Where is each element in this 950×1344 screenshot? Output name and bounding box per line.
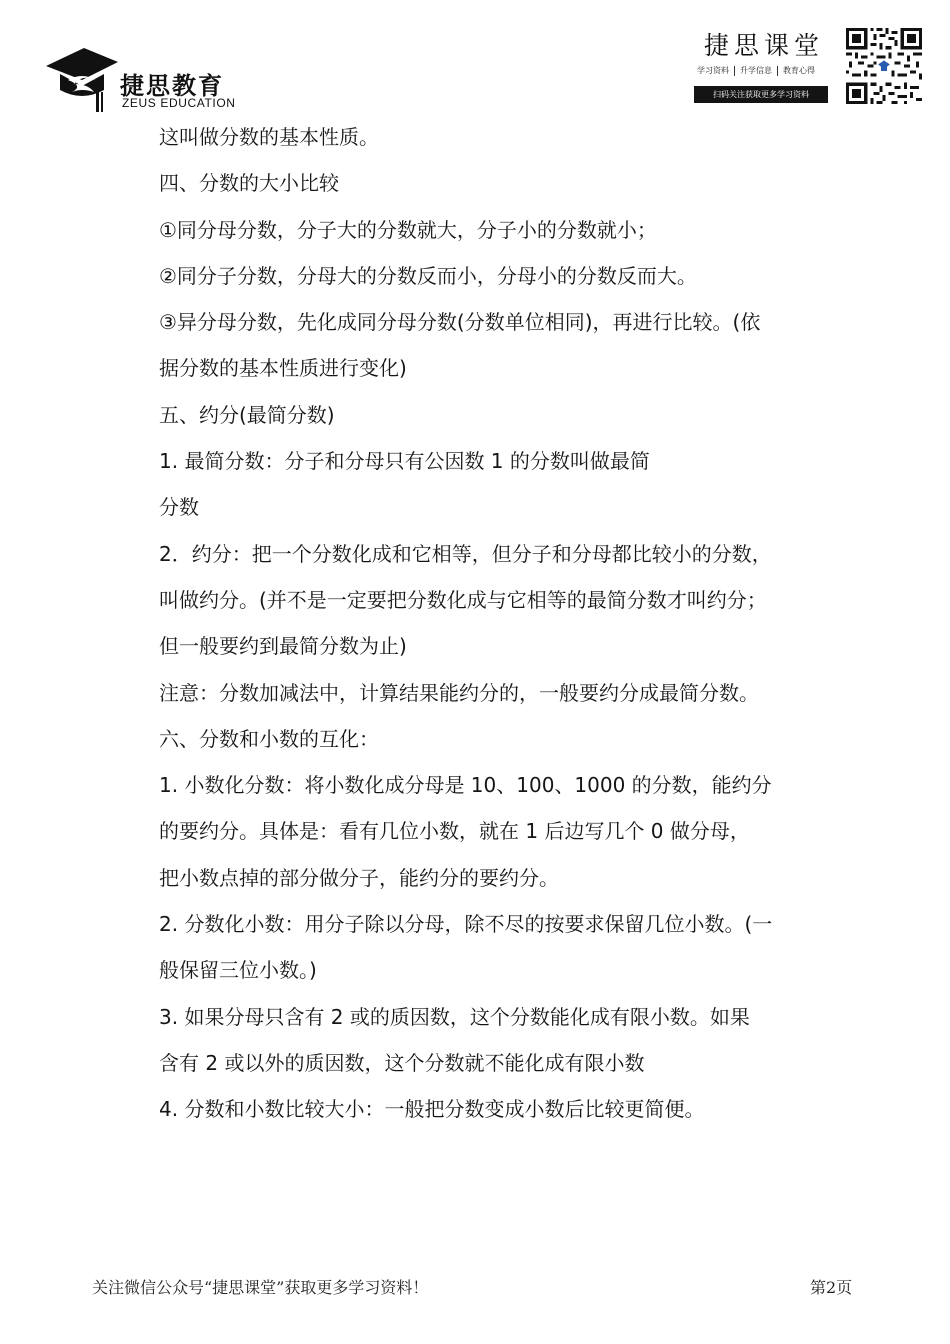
text-line: 2. 分数化小数：用分子除以分母，除不尽的按要求保留几位小数。(一 [159,912,773,937]
text-line: ②同分子分数，分母大的分数反而小，分母小的分数反而大。 [159,263,697,288]
text-line: 但一般要约到最简分数为止) [159,634,407,659]
section-heading: 六、分数和小数的互化： [159,726,379,751]
document-body [159,114,799,1133]
text-line: 2．约分：把一个分数化成和它相等，但分子和分母都比较小的分数， [159,541,772,566]
section-heading: 四、分数的大小比较 [159,171,339,196]
page-number: 第2页 [810,1278,853,1297]
brand-tag: 学习资料 [697,66,729,75]
text-line: 叫做约分。(并不是一定要把分数化成与它相等的最简分数才叫约分； [159,587,767,612]
text-line: 分数 [159,495,199,520]
logo-chinese-name: 捷思教育 [120,72,224,100]
zeus-education-logo [44,44,244,114]
graduation-cap-icon [44,44,120,114]
text-line: 含有 2 或以外的质因数，这个分数就不能化成有限小数 [159,1050,645,1075]
text-line: 这叫做分数的基本性质。 [159,125,379,149]
text-line: 3. 如果分母只含有 2 或的质因数，这个分数能化成有限小数。如果 [159,1004,750,1029]
brand-tag: 升学信息 [734,66,777,76]
text-line: 注意：分数加减法中，计算结果能约分的，一般要约分成最简分数。 [159,680,759,705]
brand-title: 捷思课堂 [704,31,825,60]
brand-banner: 扫码关注获取更多学习资料 [694,86,828,103]
text-line: 4. 分数和小数比较大小：一般把分数变成小数后比较更简便。 [159,1097,705,1122]
text-line: 据分数的基本性质进行变化) [159,356,407,381]
brand-tags [697,66,820,76]
qr-code-icon[interactable] [846,28,922,104]
text-line: ③异分母分数，先化成同分母分数(分数单位相同)，再进行比较。(依 [159,310,761,335]
text-line: 1. 小数化分数：将小数化成分母是 10、100、1000 的分数，能约分 [159,773,772,798]
text-line: 般保留三位小数。) [159,958,317,983]
brand-block [694,26,830,108]
text-line: 1. 最简分数：分子和分母只有公因数 1 的分数叫做最简 [159,449,650,474]
logo-english-name: ZEUS EDUCATION [122,96,236,110]
text-line: 把小数点掉的部分做分子，能约分的要约分。 [159,865,559,890]
text-line: ①同分母分数，分子大的分数就大，分子小的分数就小； [159,217,657,242]
text-line: 的要约分。具体是：看有几位小数，就在 1 后边写几个 0 做分母， [159,819,750,844]
footer-note: 关注微信公众号“捷思课堂”获取更多学习资料！ [92,1278,429,1297]
brand-tag: 教育心得 [777,66,820,76]
section-heading: 五、约分(最简分数) [159,402,335,427]
